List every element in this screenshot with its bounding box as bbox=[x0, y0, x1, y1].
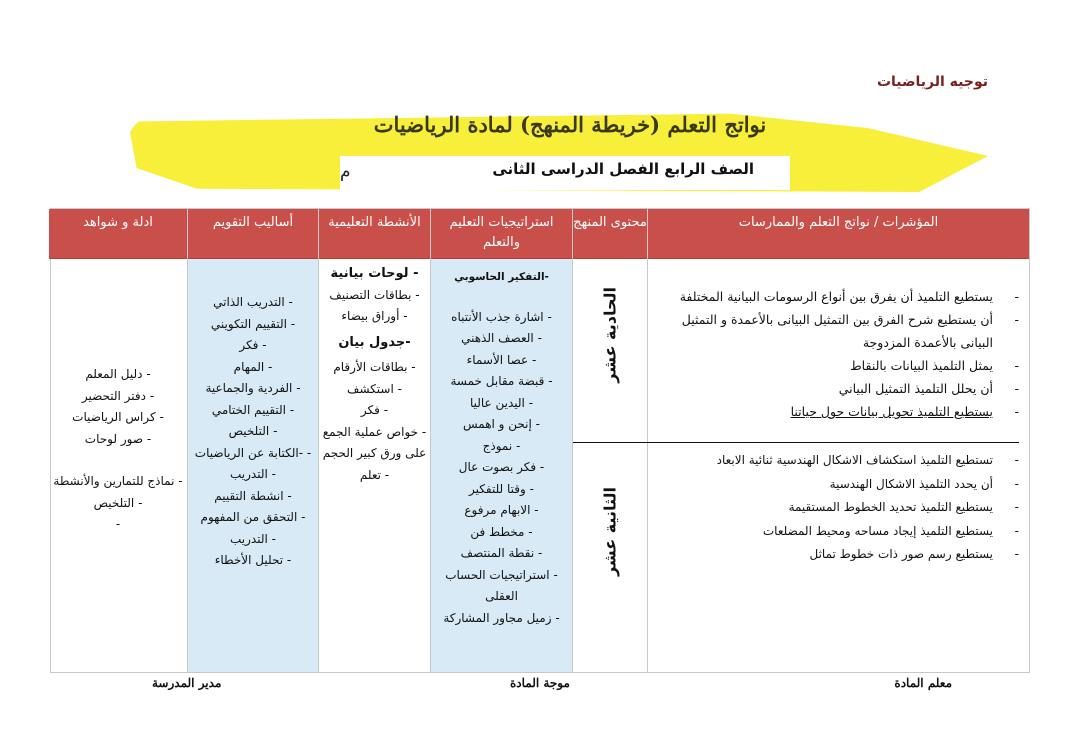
evidence-item: - كراس الرياضيات bbox=[49, 407, 187, 429]
activity-item: - استكشف bbox=[319, 379, 430, 401]
column-assessment bbox=[187, 209, 318, 672]
signature-principal: مدير المدرسة bbox=[152, 676, 222, 690]
assessment-list bbox=[188, 292, 318, 572]
indicator-item: - يستطيع التلميذ تحديد الخطوط المستقيمة bbox=[658, 496, 993, 520]
indicator-item: - تستطيع التلميذ استكشاف الاشكال الهندسية ثنائية الابعاد bbox=[658, 449, 993, 473]
activity-heading: -جدول بيان bbox=[338, 334, 411, 350]
strategy-item: - اليدين عاليا bbox=[431, 393, 572, 415]
strategy-item: - وقتا للتفكير bbox=[431, 479, 572, 501]
assessment-item: - التدريب bbox=[188, 529, 318, 551]
strategy-item: - نقطة المنتصف bbox=[431, 543, 572, 565]
indicator-item: - يستطيع التلميذ أن يفرق بين أنواع الرسومات البيانية المختلفة bbox=[658, 285, 993, 308]
evidence-spacer bbox=[49, 450, 187, 471]
department-label: توجيه الرياضيات bbox=[876, 74, 988, 90]
unit-12-label: الثانية عشر bbox=[600, 487, 620, 577]
strategy-item: - الابهام مرفوع bbox=[431, 500, 572, 522]
assessment-item: - انشطة التقييم bbox=[188, 486, 318, 508]
strategy-item: - قبضة مقابل خمسة bbox=[431, 371, 572, 393]
strategies-cell bbox=[431, 259, 572, 672]
evidence-cell bbox=[49, 259, 187, 672]
header-content: محتوى المنهج bbox=[573, 209, 647, 259]
indicator-item: - يستطيع التلميذ إيجاد مساحه ومحيط المضلعات bbox=[658, 520, 993, 544]
strategy-item: - إنحن و اهمس bbox=[431, 414, 572, 436]
curriculum-map-table bbox=[50, 208, 1030, 673]
column-evidence bbox=[49, 209, 187, 672]
strategy-item: - العصف الذهني bbox=[431, 328, 572, 350]
strategy-item: - فكر بصوت عال bbox=[431, 457, 572, 479]
strategies-list bbox=[431, 307, 572, 630]
evidence-item: - دليل المعلم bbox=[49, 364, 187, 386]
activity-item: - خواص عملية الجمع على ورق كبير الحجم bbox=[319, 422, 430, 465]
column-indicators bbox=[647, 209, 1029, 672]
activity-item: - تعلم bbox=[319, 465, 430, 487]
year-suffix: م bbox=[340, 162, 351, 182]
assessment-item: - فكر bbox=[188, 335, 318, 357]
header-assessment: أساليب التقويم bbox=[188, 209, 318, 259]
strategy-item: - استراتيجيات الحساب العقلى bbox=[431, 565, 572, 608]
assessment-item: - المهام bbox=[188, 357, 318, 379]
activity-item: - فكر bbox=[319, 400, 430, 422]
assessment-item: - التقييم التكويني bbox=[188, 314, 318, 336]
assessment-item: - التحقق من المفهوم bbox=[188, 507, 318, 529]
activities-list bbox=[319, 263, 430, 486]
activity-heading: - لوحات بيانية bbox=[319, 263, 430, 285]
column-strategies bbox=[430, 209, 572, 672]
header-activities: الأنشطة التعليمية bbox=[319, 209, 430, 259]
column-activities bbox=[318, 209, 430, 672]
signature-teacher: معلم المادة bbox=[894, 676, 952, 690]
activity-item: - بطاقات التصنيف bbox=[319, 285, 430, 307]
column-content bbox=[572, 209, 647, 672]
header-strategies: استراتيجيات التعليم والتعلم bbox=[431, 209, 572, 259]
assessment-item: - التقييم الختامي bbox=[188, 400, 318, 422]
indicators-unit-12 bbox=[648, 449, 1029, 567]
evidence-item: - صور لوحات bbox=[49, 429, 187, 451]
indicator-item: - أن يستطيع شرح الفرق بين التمثيل البيانى بالأعمدة و التمثيل البيانى بالأعمدة المزدوجة bbox=[658, 308, 993, 354]
evidence-item: - التلخيص bbox=[49, 493, 187, 515]
activities-cell bbox=[319, 259, 430, 672]
indicators-unit-11 bbox=[648, 285, 1029, 423]
assessment-item: - -الكتابة عن الرياضيات bbox=[188, 443, 318, 465]
indicator-item: - أن يحلل التلميذ التمثيل البياني bbox=[658, 377, 993, 400]
strategy-item: - مخطط فن bbox=[431, 522, 572, 544]
page-title: نواتج التعلم (خريطة المنهج) لمادة الرياضيات bbox=[373, 112, 767, 137]
evidence-item: - دفتر التحضير bbox=[49, 386, 187, 408]
assessment-item: - التلخيص bbox=[188, 421, 318, 443]
header-indicators: المؤشرات / نواتج التعلم والممارسات bbox=[648, 209, 1029, 259]
indicator-item: - يستطيع رسم صور ذات خطوط تماثل bbox=[658, 543, 993, 567]
strategies-heading: -التفكير الحاسوبي bbox=[454, 271, 549, 283]
activity-item: - بطاقات الأرقام bbox=[319, 357, 430, 379]
indicator-item: - أن يحدد التلميذ الاشكال الهندسية bbox=[658, 473, 993, 497]
evidence-item: - نماذج للتمارين والأنشطة bbox=[49, 471, 187, 493]
content-cell bbox=[573, 259, 647, 672]
strategy-item: - نموذج bbox=[431, 436, 572, 458]
indicator-item: - يستطيع التلميذ تحويل بيانات حول حياتنا bbox=[658, 400, 993, 423]
assessment-cell bbox=[188, 259, 318, 672]
strategy-item: - اشارة جذب الأنتباه bbox=[431, 307, 572, 329]
unit-11-label: الحادية عشر bbox=[600, 287, 620, 383]
indicators-cell bbox=[648, 259, 1029, 672]
assessment-item: - التدريب الذاتي bbox=[188, 292, 318, 314]
evidence-item bbox=[49, 514, 187, 536]
signature-supervisor: موجة المادة bbox=[510, 676, 570, 690]
assessment-item: - تحليل الأخطاء bbox=[188, 550, 318, 572]
header-evidence: ادلة و شواهد bbox=[49, 209, 187, 259]
strategy-item: - عصا الأسماء bbox=[431, 350, 572, 372]
indicator-item: - يمثل التلميذ البيانات بالنقاط bbox=[658, 354, 993, 377]
assessment-item: - الفردية والجماعية bbox=[188, 378, 318, 400]
evidence-list bbox=[49, 364, 187, 536]
strategy-item: - زميل مجاور المشاركة bbox=[431, 608, 572, 630]
assessment-item: - التدريب bbox=[188, 464, 318, 486]
grade-term-label: الصف الرابع الفصل الدراسى الثانى bbox=[492, 160, 754, 178]
activity-item: - أوراق بيضاء bbox=[319, 306, 430, 328]
